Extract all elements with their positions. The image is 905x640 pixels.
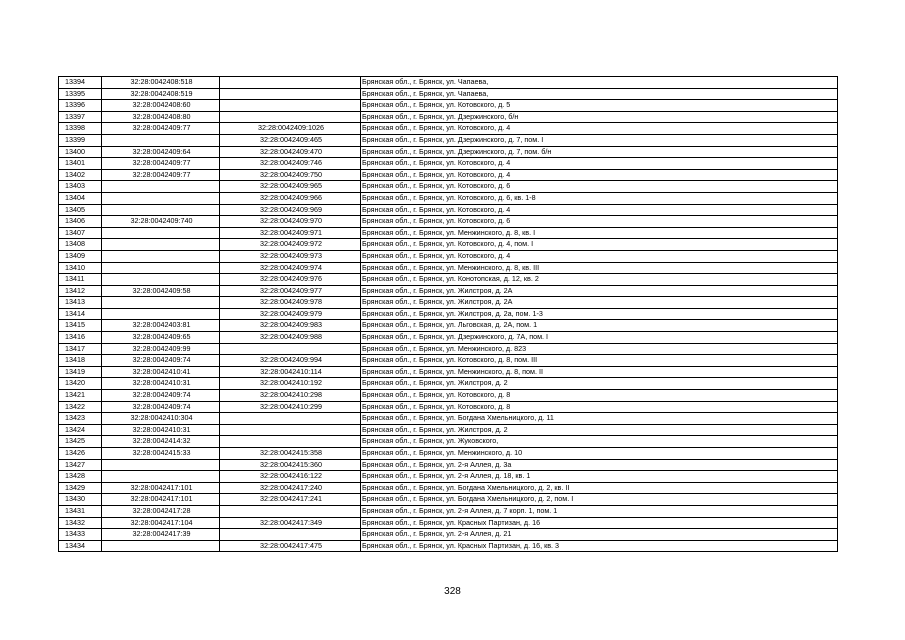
land-plot-cadastral-number-cell: [102, 274, 220, 286]
building-cadastral-number-cell: [220, 505, 361, 517]
address-cell: Брянская обл., г. Брянск, ул. Котовского, д. 4: [361, 169, 838, 181]
row-number-cell: 13414: [59, 308, 102, 320]
row-number-cell: 13401: [59, 158, 102, 170]
land-plot-cadastral-number-cell: [102, 308, 220, 320]
address-cell: Брянская обл., г. Брянск, ул. Котовского, д. 4: [361, 158, 838, 170]
land-plot-cadastral-number-cell: [102, 262, 220, 274]
address-cell: Брянская обл., г. Брянск, ул. Менжинского, д. 10: [361, 448, 838, 460]
address-cell: Брянская обл., г. Брянск, ул. Дзержинского, б/н: [361, 111, 838, 123]
land-plot-cadastral-number-cell: 32:28:0042408:80: [102, 111, 220, 123]
row-number-cell: 13411: [59, 274, 102, 286]
table-row: [59, 250, 838, 262]
address-cell: Брянская обл., г. Брянск, ул. Чапаева,: [361, 88, 838, 100]
register-table-body: [59, 77, 838, 552]
land-plot-cadastral-number-cell: [102, 297, 220, 309]
building-cadastral-number-cell: 32:28:0042409:977: [220, 285, 361, 297]
row-number-cell: 13405: [59, 204, 102, 216]
building-cadastral-number-cell: 32:28:0042409:988: [220, 332, 361, 344]
row-number-cell: 13406: [59, 216, 102, 228]
row-number-cell: 13397: [59, 111, 102, 123]
table-row: [59, 77, 838, 89]
register-table: [58, 76, 838, 552]
land-plot-cadastral-number-cell: 32:28:0042409:740: [102, 216, 220, 228]
table-row: [59, 111, 838, 123]
building-cadastral-number-cell: 32:28:0042409:750: [220, 169, 361, 181]
building-cadastral-number-cell: 32:28:0042409:978: [220, 297, 361, 309]
table-row: [59, 390, 838, 402]
address-cell: Брянская обл., г. Брянск, ул. Чапаева,: [361, 77, 838, 89]
land-plot-cadastral-number-cell: 32:28:0042409:74: [102, 355, 220, 367]
row-number-cell: 13409: [59, 250, 102, 262]
address-cell: Брянская обл., г. Брянск, ул. Менжинского, д. 8, кв. I: [361, 227, 838, 239]
land-plot-cadastral-number-cell: 32:28:0042409:99: [102, 343, 220, 355]
address-cell: Брянская обл., г. Брянск, ул. Жилстроя, д. 2А: [361, 285, 838, 297]
address-cell: Брянская обл., г. Брянск, ул. Богдана Хмельницкого, д. 11: [361, 413, 838, 425]
land-plot-cadastral-number-cell: 32:28:0042409:74: [102, 390, 220, 402]
address-cell: Брянская обл., г. Брянск, ул. Котовского, д. 6, кв. 1-8: [361, 192, 838, 204]
building-cadastral-number-cell: 32:28:0042409:966: [220, 192, 361, 204]
land-plot-cadastral-number-cell: 32:28:0042410:304: [102, 413, 220, 425]
land-plot-cadastral-number-cell: [102, 250, 220, 262]
building-cadastral-number-cell: [220, 529, 361, 541]
table-row: [59, 332, 838, 344]
land-plot-cadastral-number-cell: 32:28:0042410:31: [102, 378, 220, 390]
building-cadastral-number-cell: [220, 424, 361, 436]
land-plot-cadastral-number-cell: 32:28:0042415:33: [102, 448, 220, 460]
land-plot-cadastral-number-cell: 32:28:0042408:519: [102, 88, 220, 100]
building-cadastral-number-cell: 32:28:0042409:983: [220, 320, 361, 332]
address-cell: Брянская обл., г. Брянск, ул. Менжинского, д. 8, кв. III: [361, 262, 838, 274]
land-plot-cadastral-number-cell: [102, 239, 220, 251]
row-number-cell: 13432: [59, 517, 102, 529]
address-cell: Брянская обл., г. Брянск, ул. Дзержинского, д. 7, пом. б/н: [361, 146, 838, 158]
building-cadastral-number-cell: 32:28:0042410:299: [220, 401, 361, 413]
row-number-cell: 13430: [59, 494, 102, 506]
building-cadastral-number-cell: 32:28:0042409:1026: [220, 123, 361, 135]
row-number-cell: 13407: [59, 227, 102, 239]
row-number-cell: 13429: [59, 482, 102, 494]
land-plot-cadastral-number-cell: 32:28:0042409:65: [102, 332, 220, 344]
row-number-cell: 13421: [59, 390, 102, 402]
row-number-cell: 13433: [59, 529, 102, 541]
address-cell: Брянская обл., г. Брянск, ул. Котовского, д. 8, пом. III: [361, 355, 838, 367]
table-row: [59, 204, 838, 216]
row-number-cell: 13394: [59, 77, 102, 89]
building-cadastral-number-cell: 32:28:0042410:114: [220, 366, 361, 378]
land-plot-cadastral-number-cell: 32:28:0042417:101: [102, 494, 220, 506]
table-row: [59, 529, 838, 541]
land-plot-cadastral-number-cell: 32:28:0042409:77: [102, 169, 220, 181]
row-number-cell: 13403: [59, 181, 102, 193]
building-cadastral-number-cell: 32:28:0042410:298: [220, 390, 361, 402]
table-row: [59, 262, 838, 274]
row-number-cell: 13415: [59, 320, 102, 332]
row-number-cell: 13424: [59, 424, 102, 436]
table-row: [59, 227, 838, 239]
address-cell: Брянская обл., г. Брянск, ул. Жилстроя, д. 2А: [361, 297, 838, 309]
table-row: [59, 134, 838, 146]
land-plot-cadastral-number-cell: 32:28:0042410:31: [102, 424, 220, 436]
page-number: 328: [444, 586, 461, 597]
row-number-cell: 13434: [59, 540, 102, 552]
building-cadastral-number-cell: 32:28:0042415:358: [220, 448, 361, 460]
building-cadastral-number-cell: 32:28:0042409:970: [220, 216, 361, 228]
table-row: [59, 448, 838, 460]
building-cadastral-number-cell: 32:28:0042417:240: [220, 482, 361, 494]
row-number-cell: 13428: [59, 471, 102, 483]
building-cadastral-number-cell: [220, 343, 361, 355]
building-cadastral-number-cell: 32:28:0042409:974: [220, 262, 361, 274]
land-plot-cadastral-number-cell: 32:28:0042408:518: [102, 77, 220, 89]
building-cadastral-number-cell: 32:28:0042409:972: [220, 239, 361, 251]
building-cadastral-number-cell: [220, 88, 361, 100]
table-row: [59, 494, 838, 506]
land-plot-cadastral-number-cell: 32:28:0042409:64: [102, 146, 220, 158]
building-cadastral-number-cell: 32:28:0042409:973: [220, 250, 361, 262]
building-cadastral-number-cell: 32:28:0042409:979: [220, 308, 361, 320]
address-cell: Брянская обл., г. Брянск, ул. Менжинского, д. 8, пом. II: [361, 366, 838, 378]
address-cell: Брянская обл., г. Брянск, ул. Красных Партизан, д. 16, кв. 3: [361, 540, 838, 552]
row-number-cell: 13413: [59, 297, 102, 309]
land-plot-cadastral-number-cell: 32:28:0042409:77: [102, 158, 220, 170]
building-cadastral-number-cell: 32:28:0042415:360: [220, 459, 361, 471]
address-cell: Брянская обл., г. Брянск, ул. 2-я Аллея, д. 7 корп. 1, пом. 1: [361, 505, 838, 517]
row-number-cell: 13418: [59, 355, 102, 367]
building-cadastral-number-cell: [220, 100, 361, 112]
building-cadastral-number-cell: 32:28:0042409:470: [220, 146, 361, 158]
address-cell: Брянская обл., г. Брянск, ул. Жуковского,: [361, 436, 838, 448]
address-cell: Брянская обл., г. Брянск, ул. Дзержинского, д. 7А, пом. I: [361, 332, 838, 344]
building-cadastral-number-cell: [220, 413, 361, 425]
address-cell: Брянская обл., г. Брянск, ул. Котовского, д. 4: [361, 250, 838, 262]
land-plot-cadastral-number-cell: 32:28:0042409:77: [102, 123, 220, 135]
address-cell: Брянская обл., г. Брянск, ул. Дзержинского, д. 7, пом. I: [361, 134, 838, 146]
table-row: [59, 285, 838, 297]
address-cell: Брянская обл., г. Брянск, ул. Богдана Хмельницкого, д. 2, пом. I: [361, 494, 838, 506]
table-row: [59, 424, 838, 436]
address-cell: Брянская обл., г. Брянск, ул. Котовского, д. 6: [361, 181, 838, 193]
row-number-cell: 13399: [59, 134, 102, 146]
row-number-cell: 13396: [59, 100, 102, 112]
table-row: [59, 192, 838, 204]
land-plot-cadastral-number-cell: 32:28:0042417:101: [102, 482, 220, 494]
table-row: [59, 158, 838, 170]
table-row: [59, 297, 838, 309]
building-cadastral-number-cell: 32:28:0042417:475: [220, 540, 361, 552]
building-cadastral-number-cell: 32:28:0042409:971: [220, 227, 361, 239]
building-cadastral-number-cell: 32:28:0042409:969: [220, 204, 361, 216]
address-cell: Брянская обл., г. Брянск, ул. Жилстроя, д. 2а, пом. 1-3: [361, 308, 838, 320]
address-cell: Брянская обл., г. Брянск, ул. Котовского, д. 6: [361, 216, 838, 228]
table-row: [59, 378, 838, 390]
land-plot-cadastral-number-cell: 32:28:0042417:28: [102, 505, 220, 517]
table-row: [59, 436, 838, 448]
table-row: [59, 146, 838, 158]
row-number-cell: 13425: [59, 436, 102, 448]
table-row: [59, 355, 838, 367]
address-cell: Брянская обл., г. Брянск, ул. Жилстроя, д. 2: [361, 424, 838, 436]
table-row: [59, 459, 838, 471]
address-cell: Брянская обл., г. Брянск, ул. Менжинского, д. 823: [361, 343, 838, 355]
table-row: [59, 100, 838, 112]
land-plot-cadastral-number-cell: 32:28:0042403:81: [102, 320, 220, 332]
building-cadastral-number-cell: 32:28:0042417:241: [220, 494, 361, 506]
table-row: [59, 274, 838, 286]
address-cell: Брянская обл., г. Брянск, ул. Котовского, д. 8: [361, 390, 838, 402]
building-cadastral-number-cell: 32:28:0042409:965: [220, 181, 361, 193]
land-plot-cadastral-number-cell: [102, 227, 220, 239]
row-number-cell: 13395: [59, 88, 102, 100]
row-number-cell: 13427: [59, 459, 102, 471]
row-number-cell: 13431: [59, 505, 102, 517]
land-plot-cadastral-number-cell: [102, 134, 220, 146]
address-cell: Брянская обл., г. Брянск, ул. Котовского, д. 4: [361, 123, 838, 135]
land-plot-cadastral-number-cell: 32:28:0042408:60: [102, 100, 220, 112]
building-cadastral-number-cell: 32:28:0042417:349: [220, 517, 361, 529]
table-row: [59, 505, 838, 517]
address-cell: Брянская обл., г. Брянск, ул. Котовского, д. 8: [361, 401, 838, 413]
row-number-cell: 13408: [59, 239, 102, 251]
table-row: [59, 181, 838, 193]
building-cadastral-number-cell: 32:28:0042409:994: [220, 355, 361, 367]
row-number-cell: 13412: [59, 285, 102, 297]
building-cadastral-number-cell: [220, 436, 361, 448]
table-row: [59, 169, 838, 181]
table-row: [59, 308, 838, 320]
address-cell: Брянская обл., г. Брянск, ул. 2-я Аллея, д. 18, кв. 1: [361, 471, 838, 483]
land-plot-cadastral-number-cell: [102, 181, 220, 193]
building-cadastral-number-cell: [220, 111, 361, 123]
building-cadastral-number-cell: 32:28:0042409:976: [220, 274, 361, 286]
address-cell: Брянская обл., г. Брянск, ул. 2-я Аллея, д. 3а: [361, 459, 838, 471]
row-number-cell: 13404: [59, 192, 102, 204]
row-number-cell: 13419: [59, 366, 102, 378]
table-row: [59, 401, 838, 413]
table-row: [59, 216, 838, 228]
land-plot-cadastral-number-cell: 32:28:0042417:39: [102, 529, 220, 541]
row-number-cell: 13416: [59, 332, 102, 344]
land-plot-cadastral-number-cell: 32:28:0042409:74: [102, 401, 220, 413]
land-plot-cadastral-number-cell: [102, 540, 220, 552]
land-plot-cadastral-number-cell: [102, 204, 220, 216]
land-plot-cadastral-number-cell: 32:28:0042417:104: [102, 517, 220, 529]
row-number-cell: 13422: [59, 401, 102, 413]
building-cadastral-number-cell: [220, 77, 361, 89]
building-cadastral-number-cell: 32:28:0042410:192: [220, 378, 361, 390]
table-row: [59, 320, 838, 332]
land-plot-cadastral-number-cell: 32:28:0042409:58: [102, 285, 220, 297]
table-row: [59, 123, 838, 135]
row-number-cell: 13423: [59, 413, 102, 425]
row-number-cell: 13426: [59, 448, 102, 460]
table-row: [59, 239, 838, 251]
row-number-cell: 13402: [59, 169, 102, 181]
address-cell: Брянская обл., г. Брянск, ул. Льговская, д. 2А, пом. 1: [361, 320, 838, 332]
table-row: [59, 88, 838, 100]
address-cell: Брянская обл., г. Брянск, ул. Котовского, д. 4, пом. I: [361, 239, 838, 251]
row-number-cell: 13400: [59, 146, 102, 158]
table-row: [59, 517, 838, 529]
land-plot-cadastral-number-cell: 32:28:0042410:41: [102, 366, 220, 378]
land-plot-cadastral-number-cell: [102, 459, 220, 471]
land-plot-cadastral-number-cell: [102, 192, 220, 204]
table-row: [59, 540, 838, 552]
address-cell: Брянская обл., г. Брянск, ул. Жилстроя, д. 2: [361, 378, 838, 390]
row-number-cell: 13410: [59, 262, 102, 274]
table-row: [59, 482, 838, 494]
table-row: [59, 471, 838, 483]
building-cadastral-number-cell: 32:28:0042409:465: [220, 134, 361, 146]
address-cell: Брянская обл., г. Брянск, ул. Котовского, д. 5: [361, 100, 838, 112]
row-number-cell: 13398: [59, 123, 102, 135]
building-cadastral-number-cell: 32:28:0042409:746: [220, 158, 361, 170]
address-cell: Брянская обл., г. Брянск, ул. Конотопская, д. 12, кв. 2: [361, 274, 838, 286]
land-plot-cadastral-number-cell: [102, 471, 220, 483]
table-row: [59, 366, 838, 378]
row-number-cell: 13420: [59, 378, 102, 390]
address-cell: Брянская обл., г. Брянск, ул. 2-я Аллея, д. 21: [361, 529, 838, 541]
row-number-cell: 13417: [59, 343, 102, 355]
land-plot-cadastral-number-cell: 32:28:0042414:32: [102, 436, 220, 448]
table-row: [59, 343, 838, 355]
building-cadastral-number-cell: 32:28:0042416:122: [220, 471, 361, 483]
address-cell: Брянская обл., г. Брянск, ул. Красных Партизан, д. 16: [361, 517, 838, 529]
address-cell: Брянская обл., г. Брянск, ул. Богдана Хмельницкого, д. 2, кв. II: [361, 482, 838, 494]
table-row: [59, 413, 838, 425]
address-cell: Брянская обл., г. Брянск, ул. Котовского, д. 4: [361, 204, 838, 216]
